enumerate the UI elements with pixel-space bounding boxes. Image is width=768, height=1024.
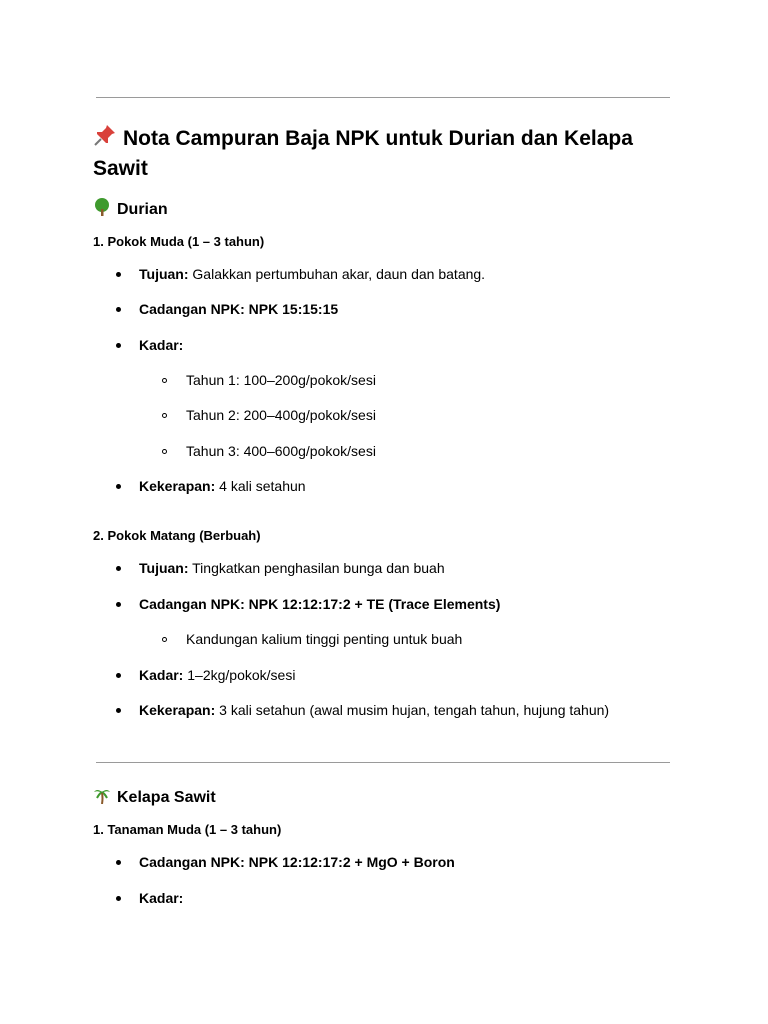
bullet	[116, 307, 121, 312]
kadar-item: Tahun 1: 100–200g/pokok/sesi	[186, 372, 376, 388]
bullet	[116, 896, 121, 901]
kadar-item: Tahun 3: 400–600g/pokok/sesi	[186, 443, 376, 459]
sub-bullet	[162, 413, 167, 418]
sawit-muda-cadangan: Cadangan NPK: NPK 12:12:17:2 + MgO + Boron	[139, 854, 455, 870]
durian-muda-kadar: Kadar:	[139, 337, 184, 353]
sub-bullet	[162, 378, 167, 383]
bullet	[116, 860, 121, 865]
bullet	[116, 673, 121, 678]
durian-matang-kadar: Kadar: 1–2kg/pokok/sesi	[139, 667, 296, 683]
kadar-item: Tahun 2: 200–400g/pokok/sesi	[186, 407, 376, 423]
bullet	[116, 484, 121, 489]
durian-muda-tujuan: Tujuan: Galakkan pertumbuhan akar, daun dan batang.	[139, 266, 486, 282]
durian-muda-cadangan: Cadangan NPK: NPK 15:15:15	[139, 301, 339, 317]
pushpin-icon	[93, 123, 117, 155]
sub-bullet	[162, 449, 167, 454]
durian-heading: Durian	[93, 198, 168, 222]
sub-bullet	[162, 637, 167, 642]
cadangan-sub-item: Kandungan kalium tinggi penting untuk buah	[186, 631, 463, 647]
page-title-text: Nota Campuran Baja NPK untuk Durian dan Kelapa Sawit	[93, 127, 633, 180]
durian-muda-kekerapan: Kekerapan: 4 kali setahun	[139, 478, 306, 494]
sawit-muda-heading: 1. Tanaman Muda (1 – 3 tahun)	[93, 822, 282, 837]
durian-matang-cadangan: Cadangan NPK: NPK 12:12:17:2 + TE (Trace Elements)	[139, 596, 501, 612]
page-title	[93, 123, 683, 183]
bullet	[116, 343, 121, 348]
bullet	[116, 566, 121, 571]
bullet	[116, 602, 121, 607]
sawit-muda-kadar: Kadar:	[139, 890, 184, 906]
tree-icon	[93, 198, 111, 222]
top-divider	[96, 97, 670, 98]
durian-muda-heading: 1. Pokok Muda (1 – 3 tahun)	[93, 234, 265, 249]
section-divider	[96, 762, 670, 763]
bullet	[116, 272, 121, 277]
durian-matang-tujuan: Tujuan: Tingkatkan penghasilan bunga dan buah	[139, 560, 445, 576]
durian-matang-heading: 2. Pokok Matang (Berbuah)	[93, 528, 261, 543]
bullet	[116, 708, 121, 713]
sawit-heading: Kelapa Sawit	[93, 786, 216, 810]
palm-tree-icon	[93, 786, 111, 810]
durian-matang-kekerapan: Kekerapan: 3 kali setahun (awal musim hujan, tengah tahun, hujung tahun)	[139, 702, 610, 718]
